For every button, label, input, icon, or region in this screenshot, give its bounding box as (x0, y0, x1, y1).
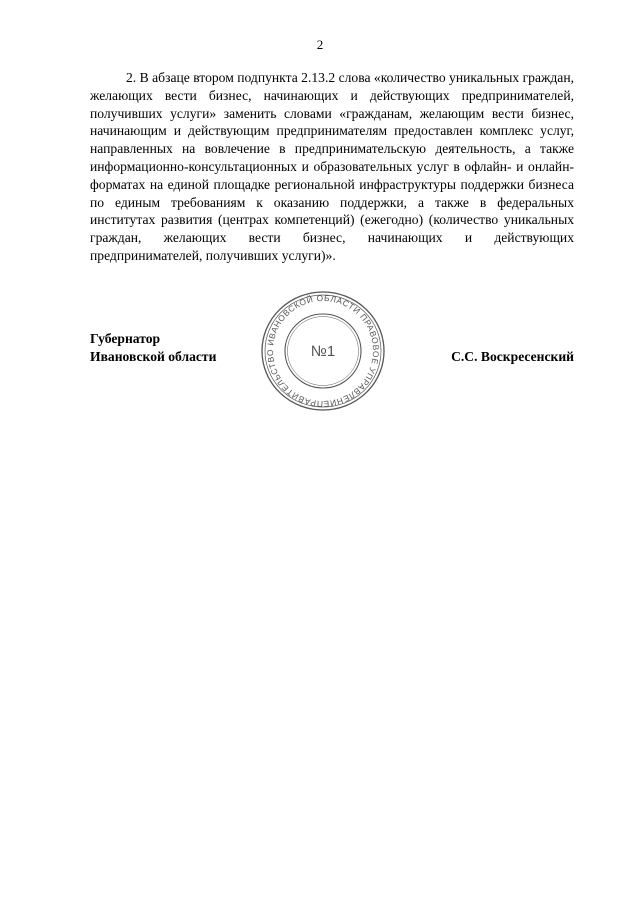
signer-position-line-2: Ивановской области (90, 348, 217, 364)
signer-position-line-1: Губернатор (90, 331, 161, 346)
signer-position (90, 330, 216, 366)
seal-number: №1 (310, 343, 336, 360)
official-seal (258, 288, 388, 414)
signer-name: С.С. Воскресенский (451, 348, 574, 364)
seal-ring-text: ПРАВИТЕЛЬСТВО ИВАНОВСКОЙ ОБЛАСТИ ПРАВОВОЕ УПРАВЛЕНИЕ (264, 292, 382, 410)
page-number: 2 (316, 37, 324, 52)
amendment-paragraph: 2. В абзаце втором подпункта 2.13.2 слова «количество уникальных граждан, желающих вести бизнес, начинающих и действующих предпринимателей, получивших услуги» заменить словами «гражданам, желающим вести бизнес, начинающим и действующим предпринимателям предоставлен комплекс услуг, направленных на вовлечение в предпринимательскую деятельность, а также информационно-консультационных и образовательных услуг в офлайн- и онлайн-форматах на единой площадке региональной инфраструктуры поддержки бизнеса по единым требованиям к оказанию поддержки, а также в федеральных институтах развития (центрах компетенций) (ежегодно) (количество уникальных граждан, желающих вести бизнес, начинающих и действующих предпринимателей, получивших услуги)». (90, 70, 574, 263)
